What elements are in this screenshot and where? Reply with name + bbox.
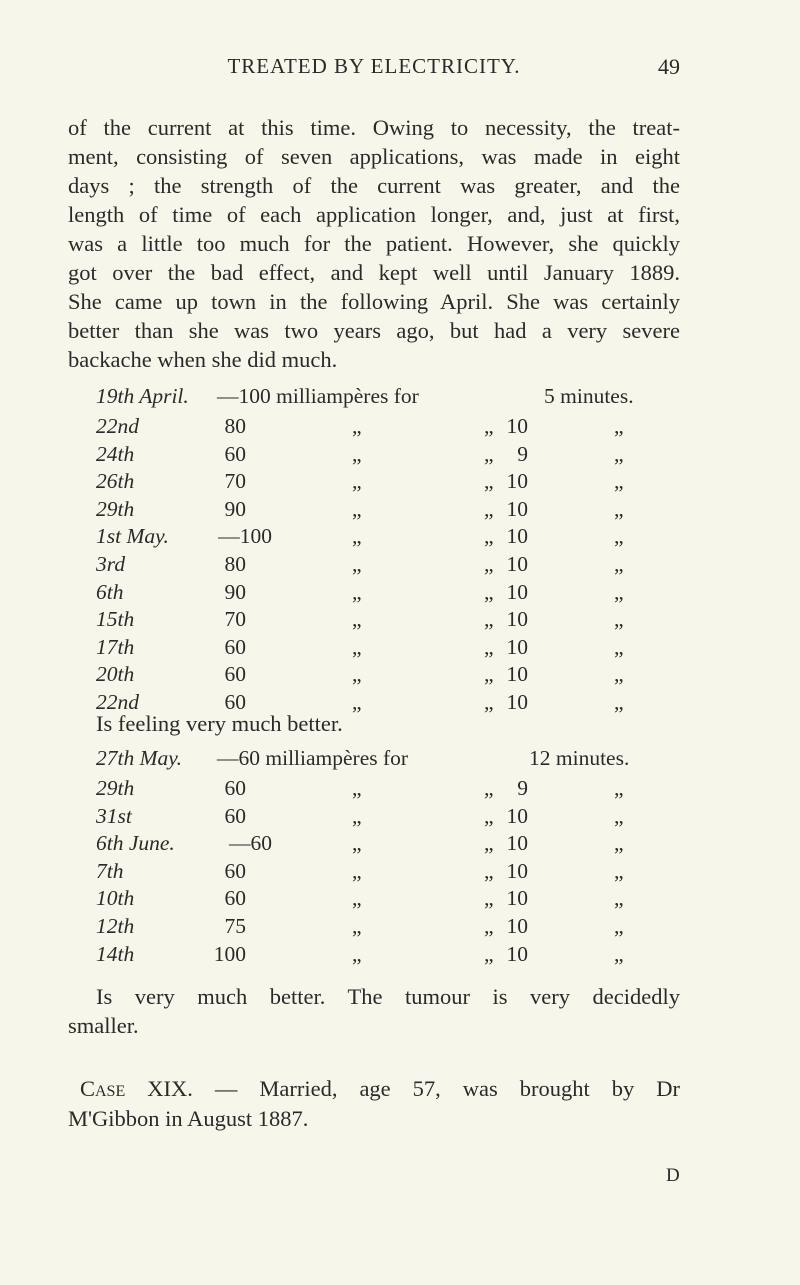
log-current: —60 [229,831,272,856]
ditto-mark: „ [352,496,362,521]
case-text: — Married, age 57, was brought by Dr [214,1076,681,1101]
log-row [0,886,800,914]
ditto-mark: „ [614,886,624,911]
log-date: 15th [96,607,135,632]
ditto-mark: „ [614,662,624,687]
log-first-row [0,384,800,412]
ditto-mark: „ [614,524,624,549]
paragraph-line: was a little too much for the patient. However, she quickly [68,231,680,256]
log-current: 60 [224,690,246,714]
ditto-mark: „ [614,579,624,604]
ditto-mark: „ [484,634,494,659]
ditto-mark: „ [352,858,362,883]
ditto-mark: „ [352,803,362,828]
log-current: 80 [224,552,246,576]
log-date: 27th May. [96,746,182,770]
log-duration: 10 [506,886,528,911]
ditto-mark: „ [352,690,362,714]
log-row [0,662,800,690]
log-duration: 10 [506,803,528,828]
ditto-mark: „ [484,941,494,966]
paragraph-line: She came up town in the following April. She was certainly [68,289,680,314]
log-row [0,414,800,442]
ditto-mark: „ [352,662,362,687]
log-duration: 10 [506,469,528,494]
log-date: 24th [96,441,135,466]
case-heading [68,1074,680,1134]
ditto-mark: „ [352,469,362,494]
ditto-mark: „ [484,552,494,576]
log-current: 70 [224,469,246,494]
log-date: 31st [96,803,132,828]
log-date: 22nd [96,690,139,714]
ditto-mark: „ [484,607,494,632]
ditto-mark: „ [352,524,362,549]
log-duration: 10 [506,941,528,966]
log-date: 1st May. [96,524,169,549]
ditto-mark: „ [614,803,624,828]
note-line: Is very much better. The tumour is very decidedly [96,984,680,1009]
log-current: 90 [224,496,246,521]
log-duration: 10 [506,634,528,659]
ditto-mark: „ [614,941,624,966]
log-current: 70 [224,607,246,632]
log-row [0,524,800,552]
log-date: 10th [96,886,135,911]
ditto-mark: „ [484,579,494,604]
log-date: 17th [96,634,135,659]
log-row [0,859,800,887]
log-date: 20th [96,662,135,687]
ditto-mark: „ [614,414,624,438]
running-title: TREATED BY ELECTRICITY. [227,54,521,78]
ditto-mark: „ [352,607,362,632]
ditto-mark: „ [614,776,624,800]
log-row [0,497,800,525]
log-duration: 10 [506,607,528,632]
log-duration: 10 [506,552,528,576]
paragraph-line: of the current at this time. Owing to necessity, the treat- [68,115,680,140]
ditto-mark: „ [614,607,624,632]
log-current: 60 [224,803,246,828]
progress-note: Is feeling very much better. [96,711,343,736]
progress-note-2 [68,982,680,1040]
ditto-mark: „ [352,414,362,438]
log-date: 7th [96,858,124,883]
ditto-mark: „ [484,496,494,521]
log-row [0,914,800,942]
ditto-mark: „ [484,858,494,883]
log-row [0,607,800,635]
log-current: 60 [224,886,246,911]
paragraph-line: length of time of each application longer, and, just at first, [68,202,680,227]
ditto-mark: „ [352,776,362,800]
ditto-mark: „ [484,803,494,828]
log-current: 60 [224,662,246,687]
ditto-mark: „ [614,496,624,521]
ditto-mark: „ [484,662,494,687]
log-duration: 10 [506,831,528,856]
case-line [68,1074,680,1104]
paragraph-line: ment, consisting of seven applications, was made in eight [68,144,680,169]
ditto-mark: „ [614,914,624,938]
ditto-mark: „ [484,469,494,494]
log-row [0,831,800,859]
ditto-mark: „ [352,634,362,659]
paragraph-line: days ; the strength of the current was greater, and the [68,173,680,198]
ditto-mark: „ [352,552,362,576]
log-current: —100 [218,524,272,549]
log-date: 12th [96,914,135,938]
log-duration: 5 minutes. [544,384,634,408]
log-date: 29th [96,776,135,800]
log-date: 22nd [96,414,139,438]
log-duration: 9 [517,441,528,466]
page-number: 49 [658,54,680,79]
ditto-mark: „ [352,831,362,856]
log-duration: 10 [506,579,528,604]
ditto-mark: „ [352,941,362,966]
log-row [0,635,800,663]
note-line: smaller. [68,1013,139,1038]
log-duration: 9 [517,776,528,800]
ditto-mark: „ [614,858,624,883]
log-duration: 10 [506,524,528,549]
case-label: Case XIX. [80,1076,193,1101]
log-current: 60 [224,776,246,800]
log-current: 75 [224,914,246,938]
log-current: 100 [213,941,246,966]
log-duration: 10 [506,496,528,521]
log-duration: 12 minutes. [529,746,630,770]
log-row [0,942,800,970]
paragraph-line: better than she was two years ago, but had a very severe [68,318,680,343]
ditto-mark: „ [484,886,494,911]
page-header [68,54,680,84]
log-first-row [0,746,800,774]
log-row [0,552,800,580]
log-row [0,580,800,608]
ditto-mark: „ [352,886,362,911]
log-duration: 10 [506,414,528,438]
signature-mark: D [666,1165,680,1186]
intro-paragraph [68,113,680,374]
ditto-mark: „ [484,441,494,466]
ditto-mark: „ [352,441,362,466]
ditto-mark: „ [484,524,494,549]
log-current: 90 [224,579,246,604]
ditto-mark: „ [484,690,494,714]
paragraph-line: got over the bad effect, and kept well until January 1889. [68,260,680,285]
log-duration: 10 [506,858,528,883]
log-current: —60 milliampères for [217,746,409,770]
ditto-mark: „ [484,914,494,938]
log-date: 14th [96,941,135,966]
log-date: 6th [96,579,124,604]
log-date: 26th [96,469,135,494]
ditto-mark: „ [614,469,624,494]
log-date: 6th June. [96,831,175,856]
log-duration: 10 [506,690,528,714]
ditto-mark: „ [614,634,624,659]
log-current: 60 [224,634,246,659]
ditto-mark: „ [614,690,624,714]
log-duration: 10 [506,662,528,687]
ditto-mark: „ [352,914,362,938]
ditto-mark: „ [352,579,362,604]
log-current: 80 [224,414,246,438]
log-current: 60 [224,858,246,883]
ditto-mark: „ [614,441,624,466]
log-row [0,469,800,497]
log-row [0,804,800,832]
log-row [0,776,800,804]
log-current: 60 [224,441,246,466]
ditto-mark: „ [484,414,494,438]
ditto-mark: „ [484,831,494,856]
ditto-mark: „ [484,776,494,800]
ditto-mark: „ [614,552,624,576]
paragraph-line: backache when she did much. [68,347,338,372]
log-date: 3rd [96,552,126,576]
ditto-mark: „ [614,831,624,856]
log-row [0,442,800,470]
log-current: —100 milliampères for [217,384,419,408]
case-line: M'Gibbon in August 1887. [68,1106,309,1131]
log-date: 29th [96,496,135,521]
log-duration: 10 [506,914,528,938]
log-date: 19th April. [96,384,189,408]
